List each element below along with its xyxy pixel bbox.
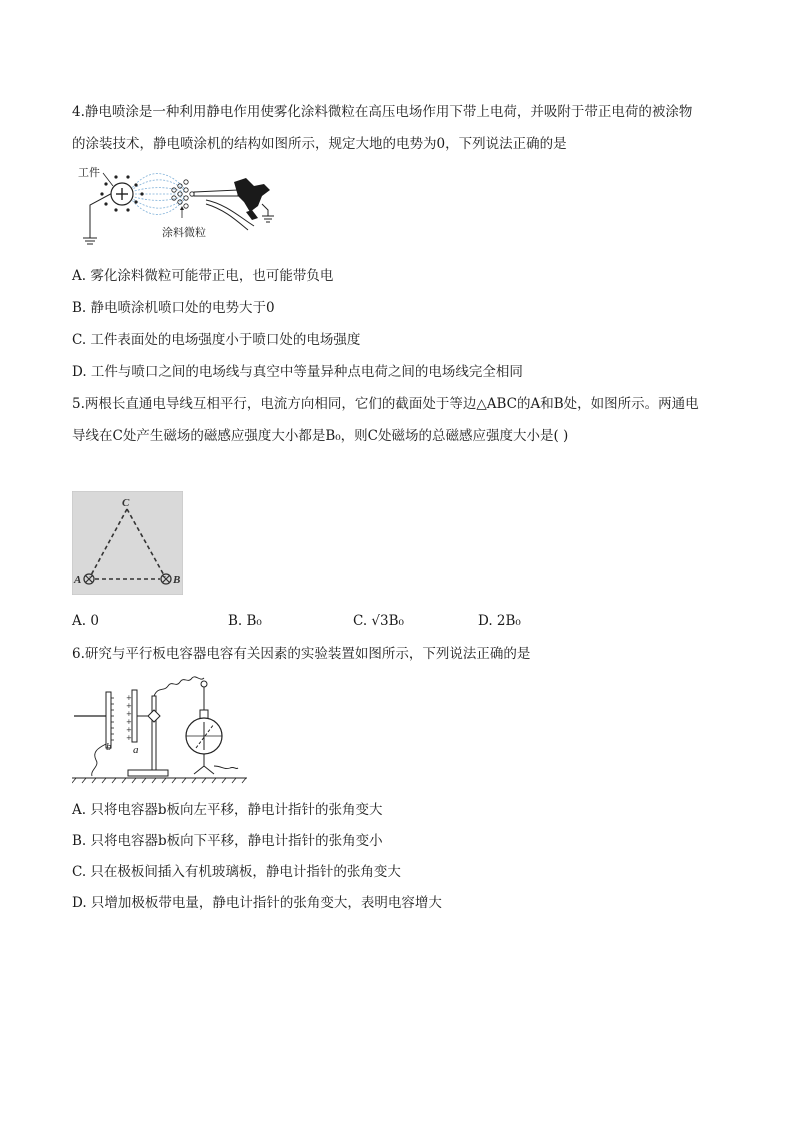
q5-label-c: C (122, 497, 130, 509)
q6-option-d[interactable]: D. 只增加极板带电量，静电计指针的张角变大，表明电容增大 (72, 895, 442, 911)
svg-text:+: + (126, 718, 132, 726)
svg-text:+: + (126, 694, 132, 702)
q5-option-a[interactable]: A. 0 (72, 613, 99, 629)
q5-triangle-figure (72, 491, 183, 595)
q5-stem-line2: 导线在C处产生磁场的磁感应强度大小都是B₀，则C处磁场的总磁感应强度大小是( ) (72, 428, 569, 444)
q4-option-a[interactable]: A. 雾化涂料微粒可能带正电，也可能带负电 (72, 268, 334, 284)
q5-option-c[interactable]: C. √3B₀ (353, 613, 404, 629)
q4-label-workpiece: 工件 (78, 167, 100, 179)
svg-text:+: + (126, 702, 132, 710)
q4-stem-line1: 4.静电喷涂是一种利用静电作用使雾化涂料微粒在高压电场作用下带上电荷，并吸附于带正电荷的被涂物 (72, 104, 693, 120)
q6-label-a: a (133, 744, 139, 756)
q6-option-a[interactable]: A. 只将电容器b板向左平移，静电计指针的张角变大 (72, 802, 383, 818)
q5-stem-line1: 5.两根长直通电导线互相平行，电流方向相同，它们的截面处于等边△ABC的A和B处，如图所示。两通电 (72, 396, 699, 412)
q4-option-b[interactable]: B. 静电喷涂机喷口处的电势大于0 (72, 300, 275, 316)
q6-stem-line1: 6.研究与平行板电容器电容有关因素的实验装置如图所示，下列说法正确的是 (72, 646, 531, 662)
q5-option-d[interactable]: D. 2B₀ (478, 613, 521, 629)
q4-spray-figure (76, 160, 296, 250)
q6-label-b: b (106, 741, 112, 753)
svg-text:+: + (126, 710, 132, 718)
q4-label-particles: 涂料微粒 (162, 227, 206, 239)
q6-option-b[interactable]: B. 只将电容器b板向下平移，静电计指针的张角变小 (72, 833, 383, 849)
q5-label-a: A (74, 574, 82, 586)
q5-label-b: B (173, 574, 181, 586)
svg-text:+: + (126, 734, 132, 742)
q6-capacitor-figure (72, 670, 250, 785)
q4-option-d[interactable]: D. 工件与喷口之间的电场线与真空中等量异种点电荷之间的电场线完全相同 (72, 364, 523, 380)
q6-option-c[interactable]: C. 只在极板间插入有机玻璃板，静电计指针的张角变大 (72, 864, 401, 880)
q4-stem-line2: 的涂装技术，静电喷涂机的结构如图所示，规定大地的电势为0，下列说法正确的是 (72, 136, 567, 152)
svg-text:+: + (126, 726, 132, 734)
q4-option-c[interactable]: C. 工件表面处的电场强度小于喷口处的电场强度 (72, 332, 361, 348)
q5-option-b[interactable]: B. B₀ (228, 613, 262, 629)
